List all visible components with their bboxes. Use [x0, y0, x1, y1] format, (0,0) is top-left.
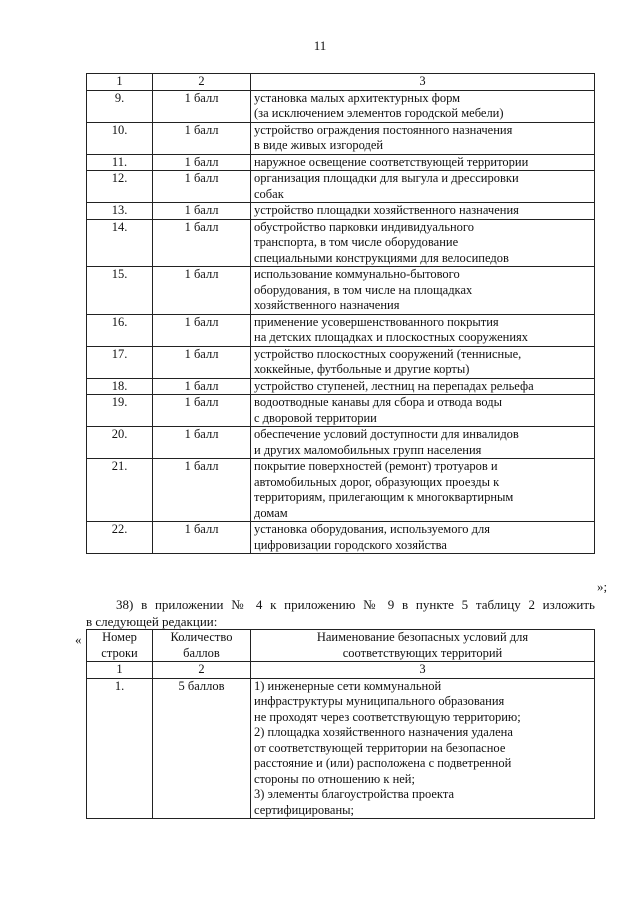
description-cell — [251, 154, 595, 171]
description-cell — [251, 171, 595, 203]
description-line: устройство ступеней, лестниц на перепадах рельефа — [254, 378, 534, 393]
table-row — [87, 314, 595, 346]
description-line: обеспечение условий доступности для инвалидов — [254, 427, 519, 441]
header-score-count-line: баллов — [183, 645, 220, 660]
description-line: сертифицированы; — [254, 802, 354, 817]
description-line: собак — [254, 186, 284, 201]
table-title-row — [87, 630, 595, 662]
description-line: организация площадки для выгула и дрессировки — [254, 171, 519, 185]
score-cell: 1 балл — [153, 171, 251, 203]
description-line: применение усовершенствованного покрытия — [254, 314, 499, 329]
score-cell: 1 балл — [153, 378, 251, 395]
column-number-3: 3 — [251, 662, 595, 679]
description-line: автомобильных дорог, образующих проезды к — [254, 474, 500, 489]
description-line: специальными конструкциями для велосипедов — [254, 250, 509, 265]
row-number-cell: 21. — [87, 459, 153, 522]
description-cell — [251, 395, 595, 427]
column-number-2: 2 — [153, 74, 251, 91]
row-number-cell: 12. — [87, 171, 153, 203]
description-line: и других маломобильных групп населения — [254, 442, 482, 457]
description-line: стороны по отношению к ней; — [254, 771, 415, 786]
header-score-count — [153, 630, 251, 662]
description-line: водоотводные канавы для сбора и отвода воды — [254, 395, 503, 409]
header-score-count-line: Количество — [170, 630, 233, 644]
description-cell — [251, 90, 595, 122]
description-line: устройство площадки хозяйственного назначения — [254, 203, 519, 217]
score-cell: 1 балл — [153, 346, 251, 378]
header-row-number-line: Номер — [102, 630, 137, 644]
score-cell: 1 балл — [153, 427, 251, 459]
description-line: инфраструктуры муниципального образования — [254, 694, 505, 708]
row-number-cell: 13. — [87, 203, 153, 220]
column-number-1: 1 — [87, 74, 153, 91]
description-line: хозяйственного назначения — [254, 298, 400, 312]
row-number-cell: 10. — [87, 122, 153, 154]
description-line: (за исключением элементов городской мебели) — [254, 106, 504, 120]
safety-conditions-table — [86, 629, 595, 819]
header-conditions-name-line: соответствующих территорий — [342, 645, 503, 660]
description-line: обустройство парковки индивидуального — [254, 219, 474, 234]
row-number-cell: 20. — [87, 427, 153, 459]
header-row-number — [87, 630, 153, 662]
table-row — [87, 427, 595, 459]
description-line: не проходят через соответствующую территорию; — [254, 709, 521, 724]
score-cell: 1 балл — [153, 314, 251, 346]
description-line: расстояние и (или) расположена с подветренной — [254, 756, 512, 770]
score-cell: 1 балл — [153, 219, 251, 267]
description-line: использование коммунально-бытового — [254, 267, 460, 281]
score-cell: 1 балл — [153, 522, 251, 554]
amendment-paragraph — [86, 596, 595, 630]
description-line: оборудования, в том числе на площадках — [254, 282, 473, 297]
description-cell — [251, 203, 595, 220]
description-line: устройство ограждения постоянного назначения — [254, 122, 513, 137]
row-number-cell: 18. — [87, 378, 153, 395]
description-line: от соответствующей территории на безопасное — [254, 740, 506, 755]
row-number-cell: 11. — [87, 154, 153, 171]
table-row — [87, 378, 595, 395]
description-line: территориям, прилегающим к многоквартирным — [254, 490, 514, 504]
criteria-table — [86, 73, 595, 554]
page-number: 11 — [313, 38, 327, 53]
score-cell: 1 балл — [153, 203, 251, 220]
column-number-1: 1 — [87, 662, 153, 679]
description-line: наружное освещение соответствующей территории — [254, 154, 529, 169]
table-row — [87, 395, 595, 427]
score-cell: 1 балл — [153, 459, 251, 522]
header-conditions-name — [251, 630, 595, 662]
description-cell — [251, 122, 595, 154]
header-conditions-name-line: Наименование безопасных условий для — [316, 630, 529, 644]
description-cell — [251, 427, 595, 459]
description-line: 2) площадка хозяйственного назначения удалена — [254, 725, 513, 739]
table-header-row — [87, 74, 595, 91]
description-cell — [251, 378, 595, 395]
description-line: на детских площадках и плоскостных сооружениях — [254, 330, 529, 344]
description-line: устройство плоскостных сооружений (теннисные, — [254, 346, 522, 361]
description-cell — [251, 267, 595, 315]
description-line: установка оборудования, используемого для — [254, 522, 490, 536]
table-row — [87, 122, 595, 154]
description-cell — [251, 522, 595, 554]
row-number-cell: 22. — [87, 522, 153, 554]
description-line: цифровизации городского хозяйства — [254, 537, 447, 552]
description-cell — [251, 314, 595, 346]
table-row — [87, 154, 595, 171]
score-cell: 1 балл — [153, 90, 251, 122]
description-cell — [251, 678, 595, 819]
table-row — [87, 219, 595, 267]
row-number-cell: 16. — [87, 314, 153, 346]
description-line: транспорта, в том числе оборудование — [254, 235, 459, 249]
row-number-cell: 14. — [87, 219, 153, 267]
description-line: покрытие поверхностей (ремонт) тротуаров и — [254, 459, 498, 473]
description-line: хоккейные, футбольные и другие корты) — [254, 362, 470, 376]
row-number-cell: 9. — [87, 90, 153, 122]
column-number-2: 2 — [153, 662, 251, 679]
description-cell — [251, 219, 595, 267]
row-number-cell: 19. — [87, 395, 153, 427]
amendment-line-1: 38) в приложении № 4 к приложению № 9 в пункте 5 таблицу 2 изложить — [116, 597, 595, 612]
description-cell — [251, 459, 595, 522]
closing-quote: »; — [597, 579, 608, 594]
description-line: 1) инженерные сети коммунальной — [254, 678, 442, 693]
column-number-3: 3 — [251, 74, 595, 91]
description-line: установка малых архитектурных форм — [254, 90, 461, 105]
opening-quote: « — [75, 632, 82, 647]
table-row — [87, 346, 595, 378]
score-cell: 1 балл — [153, 267, 251, 315]
description-line: домам — [254, 505, 288, 520]
score-cell: 1 балл — [153, 395, 251, 427]
table-row — [87, 522, 595, 554]
header-row-number-line: строки — [101, 645, 138, 660]
score-cell: 1 балл — [153, 122, 251, 154]
description-line: в виде живых изгородей — [254, 138, 384, 152]
table-row — [87, 203, 595, 220]
description-line: 3) элементы благоустройства проекта — [254, 787, 455, 801]
amendment-line-2: в следующей редакции: — [86, 614, 218, 629]
table-row — [87, 267, 595, 315]
table-header-row — [87, 662, 595, 679]
description-cell — [251, 346, 595, 378]
table-row — [87, 459, 595, 522]
row-number-cell: 17. — [87, 346, 153, 378]
description-line: с дворовой территории — [254, 410, 377, 425]
table-row — [87, 678, 595, 819]
row-number-cell: 1. — [87, 678, 153, 819]
row-number-cell: 15. — [87, 267, 153, 315]
table-row — [87, 90, 595, 122]
score-cell: 5 баллов — [153, 678, 251, 819]
table-row — [87, 171, 595, 203]
score-cell: 1 балл — [153, 154, 251, 171]
